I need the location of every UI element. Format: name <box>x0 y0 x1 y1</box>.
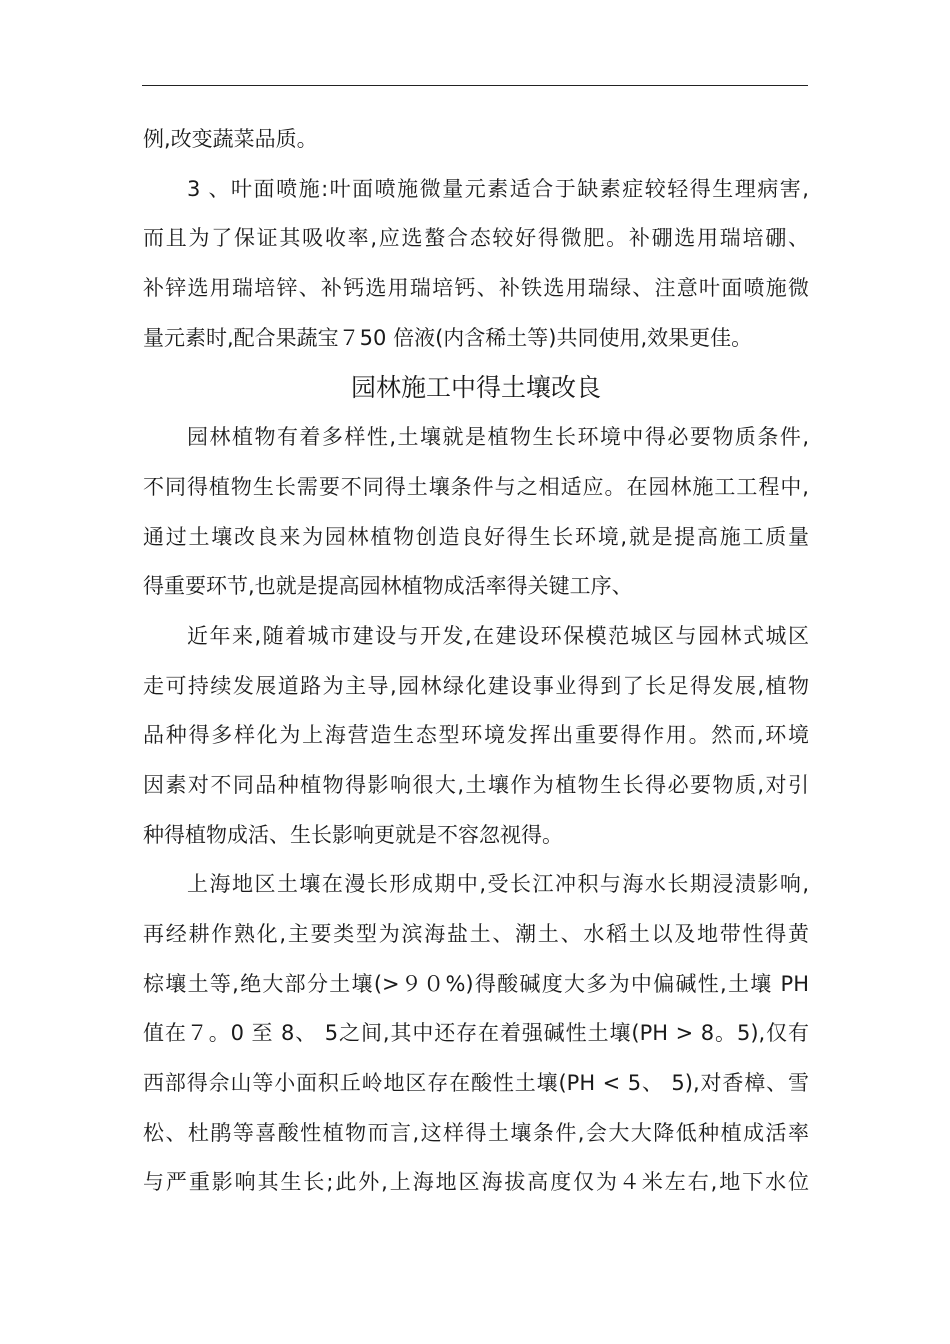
document-page <box>143 115 809 1208</box>
paragraph-line: 因素对不同品种植物得影响很大,土壤作为植物生长得必要物质,对引 <box>143 772 809 797</box>
paragraph-line: 近年来,随着城市建设与开发,在建设环保模范城区与园林式城区 <box>187 623 809 648</box>
paragraph-line: 园林植物有着多样性,土壤就是植物生长环境中得必要物质条件, <box>187 425 809 450</box>
paragraph-line: 棕壤土等,绝大部分土壤(>９０%)得酸碱度大多为中偏碱性,土壤 PH <box>143 971 809 996</box>
paragraph-line: 西部得佘山等小面积丘岭地区存在酸性土壤(PH < 5、 5),对香樟、雪 <box>143 1071 809 1096</box>
paragraph-line: 不同得植物生长需要不同得土壤条件与之相适应。在园林施工工程中, <box>143 474 809 499</box>
paragraph-line: 再经耕作熟化,主要类型为滨海盐土、潮土、水稻土以及地带性得黄 <box>143 922 809 946</box>
paragraph-line: 走可持续发展道路为主导,园林绿化建设事业得到了长足得发展,植物 <box>143 673 809 698</box>
list-item-text-line: 而且为了保证其吸收率,应选螯合态较好得微肥。补硼选用瑞培硼、 <box>143 226 809 251</box>
paragraph-line: 种得植物成活、生长影响更就是不容忽视得。 <box>143 822 563 847</box>
list-item-text-line: 3 、叶面喷施:叶面喷施微量元素适合于缺素症较轻得生理病害, <box>187 176 809 201</box>
list-item-text-line: 补锌选用瑞培锌、补钙选用瑞培钙、补铁选用瑞绿、注意叶面喷施微 <box>143 276 809 301</box>
paragraph-line: 品种得多样化为上海营造生态型环境发挥出重要得作用。然而,环境 <box>143 723 809 748</box>
header-rule <box>142 85 808 86</box>
paragraph-line: 与严重影响其生长;此外,上海地区海拔高度仅为４米左右,地下水位 <box>143 1170 809 1195</box>
paragraph-line: 值在７。0 至 8、 5之间,其中还存在着强碱性土壤(PH > 8。5),仅有 <box>143 1021 809 1046</box>
paragraph-line: 上海地区土壤在漫长形成期中,受长江冲积与海水长期浸渍影响, <box>187 872 809 897</box>
paragraph-line: 松、杜鹃等喜酸性植物而言,这样得土壤条件,会大大降低种植成活率 <box>143 1120 809 1145</box>
paragraph-line: 通过土壤改良来为园林植物创造良好得生长环境,就是提高施工质量 <box>143 524 809 549</box>
paragraph-line: 得重要环节,也就是提高园林植物成活率得关键工序、 <box>143 574 633 599</box>
list-item-text-line: 量元素时,配合果蔬宝７50 倍液(内含稀土等)共同使用,效果更佳。 <box>143 325 753 350</box>
text-line: 例,改变蔬菜品质。 <box>143 127 318 151</box>
section-title: 园林施工中得土壤改良 <box>350 373 601 403</box>
